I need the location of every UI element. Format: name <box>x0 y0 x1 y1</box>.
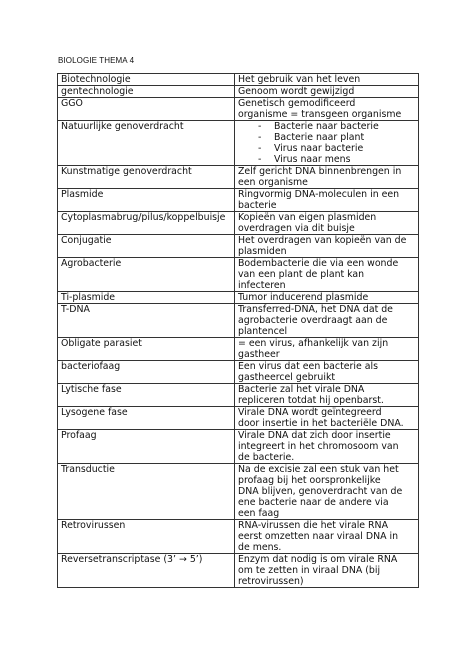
table-row <box>58 86 419 98</box>
term-text: Agrobacterie <box>61 258 122 269</box>
definition-line: plasmiden <box>238 246 287 257</box>
definition-line: integreert in het chromosoom van <box>238 441 399 452</box>
definition-line: organisme = transgeen organisme <box>238 109 402 120</box>
list-item: - Virus naar mens <box>258 154 415 165</box>
definition-line: een organisme <box>238 177 308 188</box>
term-cell <box>58 292 235 304</box>
table-row <box>58 189 419 212</box>
definition-cell <box>235 292 419 304</box>
term-cell <box>58 189 235 212</box>
term-cell <box>58 554 235 588</box>
term-text: Lytische fase <box>61 384 122 395</box>
term-text: Kunstmatige genoverdracht <box>61 166 192 177</box>
definition-line: Virale DNA dat zich door insertie <box>238 430 391 441</box>
definition-line: overdragen via dit buisje <box>238 223 355 234</box>
table-row <box>58 304 419 338</box>
definition-cell <box>235 212 419 235</box>
term-text: Reversetranscriptase (3’ → 5’) <box>61 554 203 565</box>
definition-line: de bacterie. <box>238 452 295 463</box>
term-cell <box>58 86 235 98</box>
definition-line: Kopieën van eigen plasmiden <box>238 212 377 223</box>
table-row <box>58 430 419 464</box>
table-row <box>58 464 419 520</box>
definition-line: RNA-virussen die het virale RNA <box>238 520 388 531</box>
definition-line: ene bacterie naar de andere via <box>238 497 389 508</box>
table-row <box>58 212 419 235</box>
table-row <box>58 384 419 407</box>
definition-line: DNA blijven, genoverdracht van de <box>238 486 403 497</box>
table-row <box>58 292 419 304</box>
definition-cell <box>235 520 419 554</box>
definition-cell <box>235 361 419 384</box>
term-text: bacteriofaag <box>61 361 121 372</box>
term-text: Retrovirussen <box>61 520 126 531</box>
term-text: Natuurlijke genoverdracht <box>61 121 184 132</box>
term-text: gentechnologie <box>61 86 134 97</box>
term-cell <box>58 258 235 292</box>
term-text: Plasmide <box>61 189 104 200</box>
term-cell <box>58 520 235 554</box>
table-row <box>58 338 419 361</box>
term-text: Ti-plasmide <box>61 292 116 303</box>
term-cell <box>58 361 235 384</box>
definition-cell <box>235 166 419 189</box>
definition-line: = een virus, afhankelijk van zijn <box>238 338 389 349</box>
definition-line: infecteren <box>238 280 286 291</box>
term-cell <box>58 235 235 258</box>
definition-cell <box>235 235 419 258</box>
table-row <box>58 361 419 384</box>
definition-cell <box>235 407 419 430</box>
definition-cell <box>235 189 419 212</box>
definition-cell <box>235 98 419 121</box>
definition-line: retrovirussen) <box>238 576 304 587</box>
table-row <box>58 74 419 86</box>
definition-cell <box>235 554 419 588</box>
term-cell <box>58 98 235 121</box>
definition-line: agrobacterie overdraagt aan de <box>238 315 388 326</box>
definition-cell <box>235 338 419 361</box>
term-text: Transductie <box>61 464 115 475</box>
definition-cell <box>235 258 419 292</box>
term-text: Biotechnologie <box>61 74 131 85</box>
document-heading: BIOLOGIE THEMA 4 <box>58 56 135 65</box>
table-row <box>58 520 419 554</box>
term-text: Obligate parasiet <box>61 338 142 349</box>
glossary-body <box>58 74 419 588</box>
definition-line: van een plant de plant kan <box>238 269 365 280</box>
definition-line: Na de excisie zal een stuk van het <box>238 464 399 475</box>
definition-line: plantencel <box>238 326 288 337</box>
definition-line: Bacterie zal het virale DNA <box>238 384 365 395</box>
definition-line: Transferred-DNA, het DNA dat de <box>238 304 393 315</box>
definition-line: de mens. <box>238 542 282 553</box>
term-text: Conjugatie <box>61 235 112 246</box>
term-cell <box>58 430 235 464</box>
term-cell <box>58 74 235 86</box>
definition-line: profaag bij het oorspronkelijke <box>238 475 381 486</box>
term-cell <box>58 407 235 430</box>
table-row <box>58 554 419 588</box>
definition-line: Tumor inducerend plasmide <box>238 292 369 303</box>
table-row <box>58 121 419 166</box>
table-row <box>58 407 419 430</box>
term-cell <box>58 166 235 189</box>
term-text: T-DNA <box>61 304 90 315</box>
list-item: - Virus naar bacterie <box>258 143 415 154</box>
glossary-table <box>57 73 419 588</box>
definition-line: eerst omzetten naar viraal DNA in <box>238 531 399 542</box>
definition-cell <box>235 304 419 338</box>
definition-cell <box>235 74 419 86</box>
definition-line: Enzym dat nodig is om virale RNA <box>238 554 398 565</box>
term-cell <box>58 338 235 361</box>
definition-line: een faag <box>238 508 280 519</box>
table-row <box>58 258 419 292</box>
definition-line: Een virus dat een bacterie als <box>238 361 378 372</box>
definition-cell <box>235 121 419 166</box>
term-text: Profaag <box>61 430 97 441</box>
definition-line: gastheer <box>238 349 280 360</box>
table-row <box>58 98 419 121</box>
definition-line: Ringvormig DNA-moleculen in een <box>238 189 400 200</box>
definition-line: Genoom wordt gewijzigd <box>238 86 355 97</box>
term-cell <box>58 212 235 235</box>
term-text: Lysogene fase <box>61 407 128 418</box>
term-cell <box>58 304 235 338</box>
term-text: GGO <box>61 98 83 109</box>
definition-line: Zelf gericht DNA binnenbrengen in <box>238 166 402 177</box>
list-item: - Bacterie naar bacterie <box>258 121 415 132</box>
definition-line: om te zetten in viraal DNA (bij <box>238 565 381 576</box>
term-text: Cytoplasmabrug/pilus/koppelbuisje <box>61 212 226 223</box>
table-row <box>58 166 419 189</box>
definition-cell <box>235 384 419 407</box>
definition-line: Het overdragen van kopieën van de <box>238 235 407 246</box>
dash-list <box>238 121 415 165</box>
definition-line: gastheercel gebruikt <box>238 372 336 383</box>
definition-line: Genetisch gemodificeerd <box>238 98 356 109</box>
definition-line: repliceren totdat hij openbarst. <box>238 395 384 406</box>
list-item: - Bacterie naar plant <box>258 132 415 143</box>
table-row <box>58 235 419 258</box>
term-cell <box>58 464 235 520</box>
term-cell <box>58 121 235 166</box>
definition-cell <box>235 430 419 464</box>
definition-line: bacterie <box>238 200 277 211</box>
definition-line: Virale DNA wordt geïntegreerd <box>238 407 382 418</box>
definition-line: door insertie in het bacteriële DNA. <box>238 418 404 429</box>
definition-cell <box>235 464 419 520</box>
term-cell <box>58 384 235 407</box>
definition-cell <box>235 86 419 98</box>
definition-line: Bodembacterie die via een wonde <box>238 258 399 269</box>
definition-line: Het gebruik van het leven <box>238 74 361 85</box>
